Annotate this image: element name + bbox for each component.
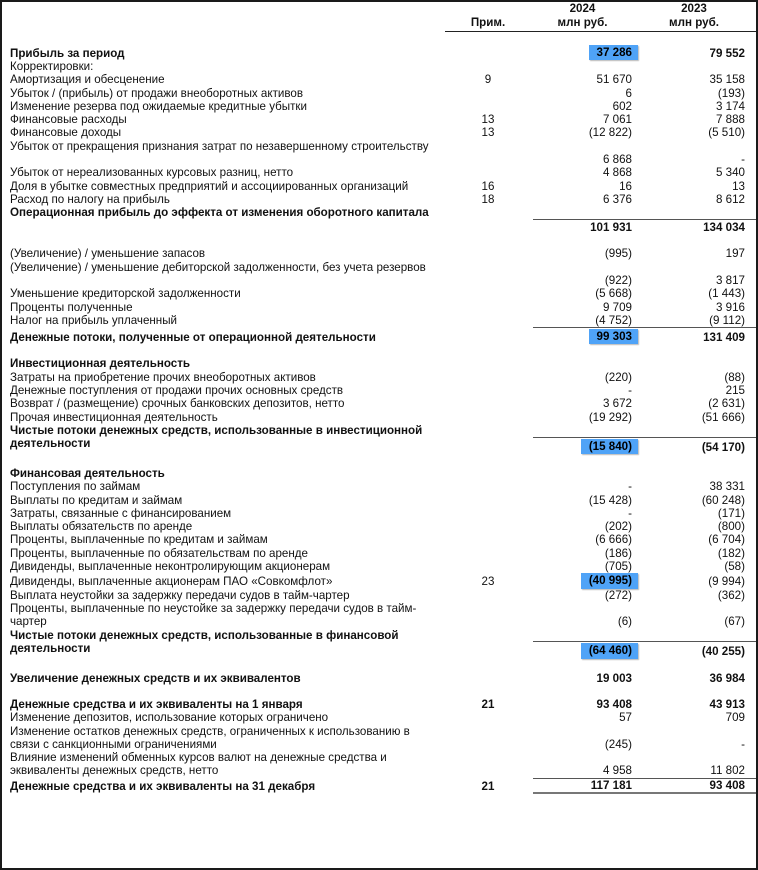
row-label: Корректировки: bbox=[10, 59, 94, 73]
highlighted-value: (15 840) bbox=[581, 439, 638, 454]
row-label: Изменение резерва под ожидаемые кредитные убытки bbox=[10, 99, 307, 113]
row-note bbox=[445, 153, 533, 166]
header-year-2023: 2023 bbox=[681, 2, 707, 15]
row-value-2024: (15 428) bbox=[588, 493, 632, 507]
row-value-2023: 8 612 bbox=[715, 192, 745, 206]
row-value-2023: (6 704) bbox=[708, 533, 745, 547]
row-value-2024: (202) bbox=[604, 520, 632, 534]
row-label: Влияние изменений обменных курсов валют на денежные средства и эквиваленты денежных средств, нетто bbox=[10, 751, 387, 778]
row-note-spacer bbox=[445, 206, 533, 219]
row-note bbox=[445, 328, 533, 345]
row-value-2024: (186) bbox=[604, 546, 632, 560]
row-value-2023: 709 bbox=[725, 711, 745, 725]
row-value-2024-spacer bbox=[533, 629, 643, 642]
table-row bbox=[2, 589, 756, 602]
row-note bbox=[445, 357, 533, 370]
table-row bbox=[2, 397, 756, 410]
row-value-2024: 19 003 bbox=[596, 671, 632, 685]
row-note: 16 bbox=[481, 179, 495, 193]
row-note: 13 bbox=[481, 126, 495, 140]
row-note-spacer bbox=[445, 602, 533, 615]
section-header-row bbox=[2, 467, 756, 480]
cash-flow-table bbox=[2, 2, 756, 794]
row-value-2024 bbox=[533, 357, 643, 370]
row-label: Проценты, выплаченные по обязательствам по аренде bbox=[10, 546, 308, 560]
row-value-2023: 3 817 bbox=[715, 273, 745, 287]
row-note: 23 bbox=[481, 575, 495, 589]
row-value-2023-spacer bbox=[643, 602, 756, 615]
row-value-2023: 43 913 bbox=[709, 697, 745, 711]
row-value-2023: (193) bbox=[717, 86, 745, 100]
row-value-2023: 11 802 bbox=[710, 764, 745, 778]
row-value-2023: 215 bbox=[725, 384, 745, 398]
row-note-spacer bbox=[445, 261, 533, 274]
highlighted-value: 37 286 bbox=[589, 45, 638, 60]
highlighted-value: 99 303 bbox=[589, 329, 638, 344]
row-value-2023: 131 409 bbox=[643, 328, 756, 345]
row-label: Финансовые расходы bbox=[10, 113, 127, 127]
row-label: Затраты на приобретение прочих внеоборотных активов bbox=[10, 370, 316, 384]
row-value-2024: 101 931 bbox=[533, 220, 643, 235]
row-note bbox=[445, 287, 533, 300]
row-note-spacer bbox=[445, 725, 533, 738]
row-label: Финансовые доходы bbox=[10, 126, 122, 140]
row-note: 13 bbox=[481, 113, 495, 127]
row-note bbox=[445, 301, 533, 314]
row-label: (Увеличение) / уменьшение запасов bbox=[10, 247, 206, 261]
row-value-2023-spacer bbox=[643, 629, 756, 642]
row-label: Финансовая деятельность bbox=[10, 467, 165, 480]
table-row bbox=[2, 206, 756, 219]
row-note bbox=[445, 60, 533, 73]
table-row bbox=[2, 113, 756, 126]
row-value-2023-spacer bbox=[643, 140, 756, 153]
table-row bbox=[2, 411, 756, 424]
row-note bbox=[445, 371, 533, 384]
row-value-2023: (5 510) bbox=[708, 126, 745, 140]
table-row bbox=[2, 751, 756, 764]
row-note bbox=[445, 589, 533, 602]
table-row bbox=[2, 507, 756, 520]
row-note bbox=[445, 480, 533, 493]
row-note bbox=[445, 397, 533, 410]
row-value-2024-spacer bbox=[533, 751, 643, 764]
row-note bbox=[445, 384, 533, 397]
spacer-row bbox=[2, 685, 756, 698]
section-header-row bbox=[2, 357, 756, 370]
header-unit-2023: млн руб. bbox=[643, 16, 756, 32]
row-value-2024: 4 958 bbox=[602, 764, 632, 778]
row-value-2024 bbox=[533, 642, 643, 659]
row-label: Убыток / (прибыль) от продажи внеоборотных активов bbox=[10, 86, 304, 100]
row-label: Денежные средства и их эквиваленты на 31 декабря bbox=[10, 779, 316, 793]
table-row bbox=[2, 533, 756, 546]
row-value-2024: 117 181 bbox=[533, 778, 643, 793]
row-label: Операционная прибыль до эффекта от изменения оборотного капитала bbox=[10, 206, 429, 220]
spacer-row bbox=[2, 344, 756, 357]
row-note bbox=[445, 711, 533, 724]
row-value-2023: (60 248) bbox=[701, 493, 745, 507]
row-value-2023: (2 631) bbox=[708, 397, 745, 411]
table-row bbox=[2, 573, 756, 588]
row-note bbox=[445, 166, 533, 179]
row-value-2024: (19 292) bbox=[588, 410, 632, 424]
row-value-2023 bbox=[643, 467, 756, 480]
row-label: Чистые потоки денежных средств, использованные в инвестиционной деятельности bbox=[10, 423, 423, 451]
row-value-2023: (9 994) bbox=[708, 575, 745, 589]
row-value-2024: (6) bbox=[617, 615, 632, 629]
row-label: Чистые потоки денежных средств, использованные в финансовой деятельности bbox=[10, 628, 399, 655]
row-note bbox=[445, 672, 533, 685]
row-value-2023: - bbox=[741, 153, 745, 167]
row-label: Проценты, выплаченные по кредитам и займам bbox=[10, 533, 268, 547]
row-label: Затраты, связанные с финансированием bbox=[10, 506, 232, 520]
table-row bbox=[2, 180, 756, 193]
table-row bbox=[2, 424, 756, 437]
row-note bbox=[445, 533, 533, 546]
row-note bbox=[445, 411, 533, 424]
row-value-2023-spacer bbox=[643, 424, 756, 437]
row-value-2024: (995) bbox=[604, 247, 632, 261]
row-label: Прибыль за период bbox=[10, 46, 125, 60]
row-note bbox=[445, 45, 533, 60]
row-value-2024: (245) bbox=[604, 737, 632, 751]
row-value-2024: (5 668) bbox=[595, 287, 632, 301]
row-value-2023: (800) bbox=[717, 520, 745, 534]
row-label: (Увеличение) / уменьшение дебиторской задолженности, без учета резервов bbox=[10, 260, 426, 274]
row-label: Выплаты обязательств по аренде bbox=[10, 520, 193, 534]
row-note bbox=[445, 738, 533, 751]
row-label: Поступления по займам bbox=[10, 480, 141, 494]
row-value-2024 bbox=[533, 45, 643, 60]
row-value-2024: (12 822) bbox=[588, 126, 632, 140]
row-value-2023-spacer bbox=[643, 261, 756, 274]
row-value-2024: 6 868 bbox=[602, 153, 632, 167]
row-value-2023: 79 552 bbox=[709, 46, 745, 60]
row-label: Выплаты по кредитам и займам bbox=[10, 493, 183, 507]
row-value-2024-spacer bbox=[533, 206, 643, 219]
row-value-2024: 16 bbox=[619, 179, 632, 193]
row-label: Убыток от нереализованных курсовых разниц, нетто bbox=[10, 166, 294, 180]
row-value-2024: (922) bbox=[604, 273, 632, 287]
table-row bbox=[2, 328, 756, 345]
row-label: Прочая инвестиционная деятельность bbox=[10, 410, 218, 424]
table-row bbox=[2, 261, 756, 274]
table-row bbox=[2, 126, 756, 139]
row-label: Доля в убытке совместных предприятий и ассоциированных организаций bbox=[10, 179, 409, 193]
row-note-spacer bbox=[445, 424, 533, 437]
table-row bbox=[2, 602, 756, 615]
row-value-2023: 3 916 bbox=[715, 300, 745, 314]
table-row bbox=[2, 100, 756, 113]
header-note-label: Прим. bbox=[445, 16, 533, 32]
row-note bbox=[445, 507, 533, 520]
table-row bbox=[2, 73, 756, 86]
row-value-2024: 93 408 bbox=[596, 697, 632, 711]
row-label: Уменьшение кредиторской задолженности bbox=[10, 287, 241, 301]
header-unit-row bbox=[2, 16, 756, 32]
table-row bbox=[2, 45, 756, 60]
row-value-2024: 4 868 bbox=[602, 166, 632, 180]
row-label: Возврат / (размещение) срочных банковских депозитов, нетто bbox=[10, 397, 345, 411]
row-note bbox=[445, 547, 533, 560]
row-note-spacer bbox=[445, 140, 533, 153]
row-label: Денежные средства и их эквиваленты на 1 января bbox=[10, 697, 303, 711]
row-note bbox=[445, 274, 533, 287]
row-value-2024: 602 bbox=[612, 99, 632, 113]
row-value-2024-spacer bbox=[533, 140, 643, 153]
row-value-2023: (54 170) bbox=[643, 437, 756, 454]
header-unit-2024: млн руб. bbox=[533, 16, 643, 32]
table-row bbox=[2, 314, 756, 328]
row-value-2023: 3 174 bbox=[715, 99, 745, 113]
row-value-2024 bbox=[533, 573, 643, 588]
row-value-2024: (220) bbox=[604, 370, 632, 384]
table-row bbox=[2, 629, 756, 642]
table-row bbox=[2, 672, 756, 685]
row-value-2023: 134 034 bbox=[643, 220, 756, 235]
row-value-2024: 57 bbox=[619, 711, 632, 725]
row-label: Расход по налогу на прибыль bbox=[10, 192, 170, 206]
row-label: Дивиденды, выплаченные неконтролирующим акционерам bbox=[10, 560, 331, 574]
row-value-2023: 197 bbox=[725, 247, 745, 261]
spacer-row bbox=[2, 234, 756, 247]
row-value-2024: (705) bbox=[604, 560, 632, 574]
header-gap-row bbox=[2, 32, 756, 45]
row-value-2024: 7 061 bbox=[602, 113, 632, 127]
table-row bbox=[2, 193, 756, 206]
row-note: 21 bbox=[481, 697, 495, 711]
row-value-2023: (67) bbox=[724, 615, 745, 629]
table-row bbox=[2, 140, 756, 153]
row-value-2023 bbox=[643, 60, 756, 73]
header-note-blank bbox=[445, 2, 533, 16]
table-row bbox=[2, 547, 756, 560]
row-note bbox=[445, 314, 533, 328]
table-body bbox=[2, 45, 756, 793]
row-value-2024-spacer bbox=[533, 261, 643, 274]
row-note: 21 bbox=[481, 779, 495, 793]
row-value-2024: (6 666) bbox=[595, 533, 632, 547]
row-value-2023: 13 bbox=[732, 179, 745, 193]
header-year-row bbox=[2, 2, 756, 16]
row-value-2024 bbox=[533, 437, 643, 454]
table-row bbox=[2, 60, 756, 73]
table-row bbox=[2, 301, 756, 314]
table-row bbox=[2, 725, 756, 738]
row-value-2023: (362) bbox=[717, 588, 745, 602]
header-year-2024: 2024 bbox=[569, 2, 596, 15]
row-label: Убыток от прекращения признания затрат по незавершенному строительству bbox=[10, 139, 429, 153]
row-value-2024: 3 672 bbox=[602, 397, 632, 411]
table-row bbox=[2, 711, 756, 724]
row-value-2023: (51 666) bbox=[701, 410, 745, 424]
row-note bbox=[445, 494, 533, 507]
row-note bbox=[445, 100, 533, 113]
row-label: Изменение депозитов, использование которых ограничено bbox=[10, 711, 329, 725]
row-note bbox=[445, 87, 533, 100]
row-note bbox=[445, 560, 533, 573]
row-value-2023-spacer bbox=[643, 206, 756, 219]
row-value-2024: (272) bbox=[604, 588, 632, 602]
row-value-2023: (1 443) bbox=[708, 287, 745, 301]
row-label: Денежные поступления от продажи прочих основных средств bbox=[10, 384, 344, 398]
table-row bbox=[2, 480, 756, 493]
spacer-row bbox=[2, 659, 756, 672]
table-row bbox=[2, 560, 756, 573]
row-label: Увеличение денежных средств и их эквивалентов bbox=[10, 671, 301, 685]
row-value-2023 bbox=[643, 357, 756, 370]
row-value-2024: (4 752) bbox=[595, 313, 632, 327]
table-row bbox=[2, 778, 756, 793]
row-label: Налог на прибыль уплаченный bbox=[10, 314, 178, 328]
row-value-2023: (58) bbox=[724, 560, 745, 574]
row-value-2024: 9 709 bbox=[602, 300, 632, 314]
row-value-2024: 6 376 bbox=[602, 192, 632, 206]
row-value-2023: - bbox=[741, 737, 745, 751]
row-value-2023-spacer bbox=[643, 751, 756, 764]
row-label: Проценты полученные bbox=[10, 300, 133, 314]
header-spacer bbox=[2, 2, 445, 16]
row-value-2024 bbox=[533, 328, 643, 345]
spacer-row bbox=[2, 454, 756, 467]
table-row bbox=[2, 247, 756, 260]
row-value-2023: 5 340 bbox=[715, 166, 745, 180]
row-value-2024 bbox=[533, 60, 643, 73]
row-value-2024-spacer bbox=[533, 424, 643, 437]
row-note bbox=[445, 467, 533, 480]
table-row bbox=[2, 166, 756, 179]
row-note bbox=[445, 220, 533, 235]
row-note: 9 bbox=[484, 73, 492, 87]
row-value-2024: - bbox=[628, 384, 632, 398]
row-value-2023: 36 984 bbox=[709, 671, 745, 685]
row-label: Выплата неустойки за задержку передачи судов в тайм-чартер bbox=[10, 588, 350, 602]
row-value-2023: (9 112) bbox=[709, 313, 745, 327]
row-value-2023: (182) bbox=[717, 546, 745, 560]
table-row bbox=[2, 494, 756, 507]
row-label: Проценты, выплаченные по неустойке за задержку передачи судов в тайм-чартер bbox=[10, 601, 417, 629]
table-row bbox=[2, 287, 756, 300]
highlighted-value: (64 460) bbox=[581, 643, 638, 658]
row-value-2024-spacer bbox=[533, 602, 643, 615]
row-value-2023: 35 158 bbox=[709, 73, 745, 87]
row-value-2024: 51 670 bbox=[596, 73, 632, 87]
row-note-spacer bbox=[445, 751, 533, 764]
table-row bbox=[2, 371, 756, 384]
row-value-2024: 6 bbox=[625, 86, 632, 100]
row-label: Изменение остатков денежных средств, ограниченных к использованию в связи с санкционными ограничениями bbox=[10, 724, 410, 751]
row-note bbox=[445, 247, 533, 260]
row-value-2023: (88) bbox=[724, 370, 745, 384]
row-value-2023: 93 408 bbox=[643, 778, 756, 793]
row-label: Инвестиционная деятельность bbox=[10, 357, 191, 371]
row-note-spacer bbox=[445, 629, 533, 642]
row-note bbox=[445, 520, 533, 533]
table-header bbox=[2, 2, 756, 45]
highlighted-value: (40 995) bbox=[581, 573, 638, 588]
row-label: Дивиденды, выплаченные акционерам ПАО «Совкомфлот» bbox=[10, 575, 333, 589]
row-value-2023: 7 888 bbox=[715, 113, 745, 127]
row-note: 18 bbox=[481, 192, 495, 206]
header-spacer-2 bbox=[2, 16, 445, 32]
row-value-2023: (171) bbox=[717, 506, 745, 520]
row-label: Амортизация и обесценение bbox=[10, 73, 165, 87]
row-value-2023: (40 255) bbox=[643, 642, 756, 659]
row-value-2024-spacer bbox=[533, 725, 643, 738]
row-value-2024: - bbox=[628, 506, 632, 520]
table-row bbox=[2, 698, 756, 711]
table-row bbox=[2, 520, 756, 533]
row-value-2024 bbox=[533, 467, 643, 480]
row-value-2023: 38 331 bbox=[709, 480, 745, 494]
row-note bbox=[445, 437, 533, 454]
row-note bbox=[445, 642, 533, 659]
row-note bbox=[445, 615, 533, 628]
table-row bbox=[2, 87, 756, 100]
row-label: Денежные потоки, полученные от операционной деятельности bbox=[10, 331, 376, 345]
row-value-2024: - bbox=[628, 480, 632, 494]
row-note bbox=[445, 764, 533, 778]
row-value-2023-spacer bbox=[643, 725, 756, 738]
table-row bbox=[2, 384, 756, 397]
